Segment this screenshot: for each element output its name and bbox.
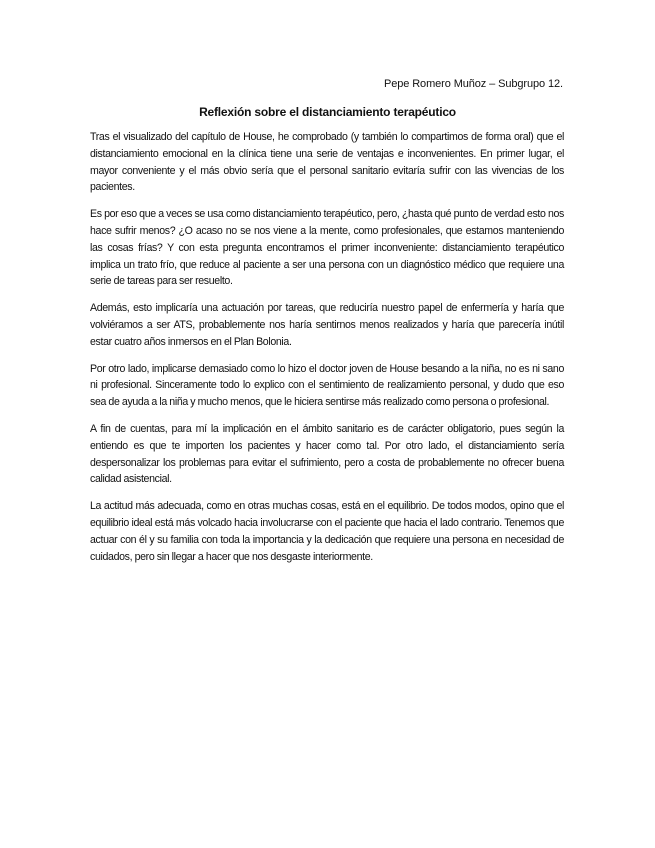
- document-title: Reflexión sobre el distanciamiento terapéutico: [199, 105, 456, 119]
- paragraph-2: Es por eso que a veces se usa como distanciamiento terapéutico, pero, ¿hasta qué punto de verdad esto nos hace sufrir menos? ¿O acaso no se nos viene a la mente, como profesionales, que estamos manteniendo las cosas frías? Y con esta pregunta encontramos el primer inconveniente: distanciamiento terapéutico implica un trato frío, que reduce al paciente a ser una persona con un diagnóstico médico que requiere una serie de tareas para ser resuelto.: [90, 208, 564, 288]
- paragraph-1: Tras el visualizado del capítulo de House, he comprobado (y también lo compartimos de forma oral) que el distanciamiento emocional en la clínica tiene una serie de ventajas e inconvenientes. En primer lugar, el mayor conveniente y el más obvio sería que el personal sanitario evitaría sufrir con las vivencias de los pacientes.: [90, 131, 564, 194]
- document-body: [90, 129, 564, 575]
- author-line: Pepe Romero Muñoz – Subgrupo 12.: [383, 78, 563, 90]
- paragraph-5: A fin de cuentas, para mí la implicación en el ámbito sanitario es de carácter obligatorio, pues según la entiendo es que te importen los pacientes y hacer como tal. Por otro lado, el distanciamiento sería despersonalizar los problemas para evitar el sufrimiento, pero a costa de probablemente no ofrecer buena calidad asistencial.: [90, 422, 564, 486]
- paragraph-4: Por otro lado, implicarse demasiado como lo hizo el doctor joven de House besando a la niña, no es ni sano ni profesional. Sinceramente todo lo explico con el sentimiento de realizamiento personal, y dudo que eso sea de ayuda a la niña y mucho menos, que le hiciera sentirse más realizado como persona o profesional.: [90, 362, 564, 409]
- paragraph-3: Además, esto implicaría una actuación por tareas, que reduciría nuestro papel de enfermería y haría que volviéramos a ser ATS, probablemente nos haría sentirnos menos realizados y haría que parecería inútil estar cuatro años inmersos en el Plan Bolonia.: [90, 302, 564, 348]
- paragraph-6: La actitud más adecuada, como en otras muchas cosas, está en el equilibrio. De todos modos, opino que el equilibrio ideal está más volcado hacia involucrarse con el paciente que hacia el lado contrario. Tenemos que actuar con él y su familia con toda la importancia y la dedicación que requiere una persona en necesidad de cuidados, pero sin llegar a hacer que nos desgaste interiormente.: [90, 500, 564, 563]
